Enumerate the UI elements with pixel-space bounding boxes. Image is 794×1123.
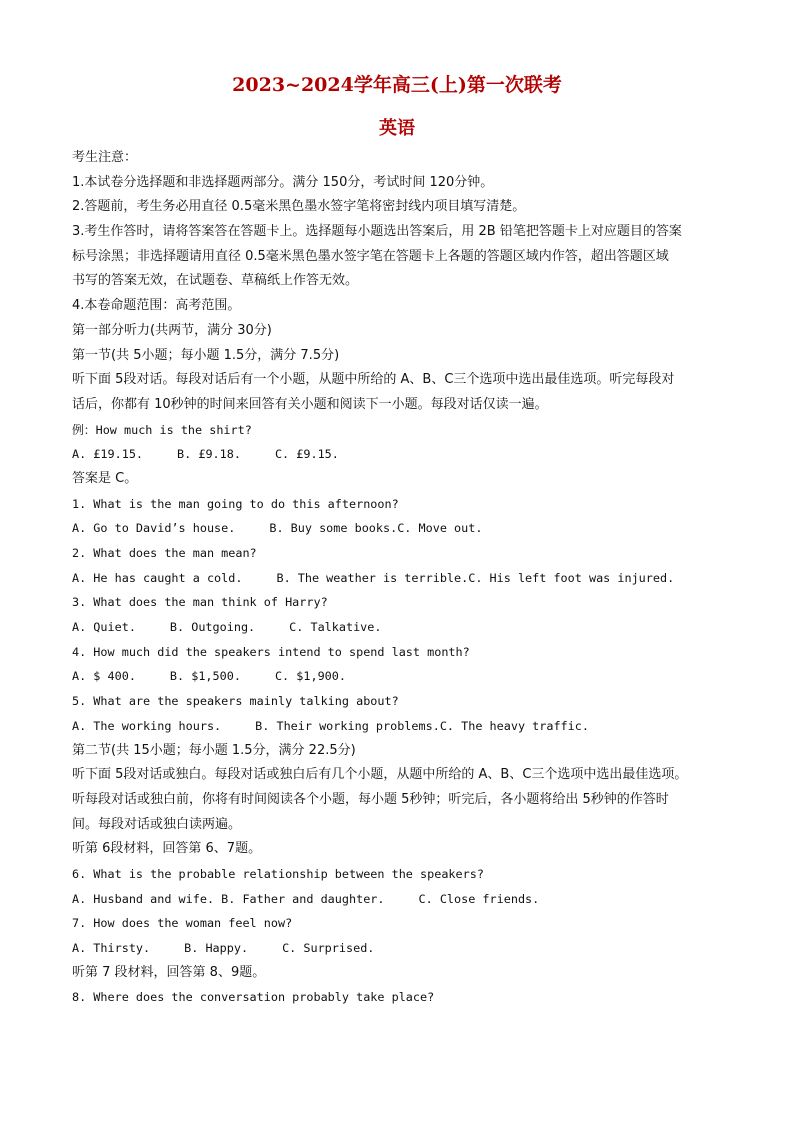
section2-heading: 第二节(共 15小题；每小题 1.5分，满分 22.5分): [72, 742, 356, 758]
question-options: [72, 615, 752, 640]
option: C. $1,900.: [274, 669, 346, 684]
notice-item: 2.答题前，考生务必用直径 0.5毫米黑色墨水签字笔将密封线内项目填写清楚。: [72, 199, 526, 215]
option: A. Thirsty.: [72, 941, 151, 955]
notice-item: 标号涂黑；非选择题请用直径 0.5毫米黑色墨水签字笔在答题卡上各题的答题区域内作答，超出答题区域: [72, 248, 669, 264]
question-options: [72, 516, 752, 541]
question: 8. Where does the conversation probably take place?: [72, 990, 435, 1005]
question: 5. What are the speakers mainly talking about?: [72, 694, 399, 709]
option: A. He has caught a cold.: [72, 570, 243, 585]
section1-instructions: 话后，你都有 10秒钟的时间来回答有关小题和阅读下一小题。每段对话仅读一遍。: [72, 396, 548, 412]
material-heading: 听第 6段材料，回答第 6、7题。: [72, 841, 262, 857]
option: A. £19.15.: [72, 447, 144, 462]
question: 4. How much did the speakers intend to spend last month?: [72, 644, 470, 659]
notice-item: 4.本卷命题范围：高考范围。: [72, 298, 241, 314]
example-options: [72, 442, 752, 467]
material-heading: 听第 7 段材料，回答第 8、9题。: [72, 964, 266, 980]
option: B. Happy.: [184, 941, 249, 955]
question: 1. What is the man going to do this afternoon?: [72, 496, 399, 511]
question-options: [72, 936, 752, 961]
option: B. Buy some books.C. Move out.: [269, 521, 483, 536]
notice-item: 3.考生作答时，请将答案答在答题卡上。选择题每小题选出答案后，用 2B 铅笔把答题卡上对应题目的答案: [72, 224, 682, 240]
part1-heading: 第一部分听力(共两节，满分 30分): [72, 322, 272, 338]
section2-instructions: 间。每段对话或独白读两遍。: [72, 816, 242, 832]
example-answer: 答案是 C。: [72, 470, 138, 486]
option: C. £9.15.: [274, 447, 339, 462]
exam-subject: 英语: [379, 118, 415, 139]
section2-instructions: 听每段对话或独白前，你将有时间阅读各个小题，每小题 5秒钟；听完后，各小题将给出 5秒钟的作答时: [72, 791, 669, 807]
example-question: 例：How much is the shirt?: [72, 422, 252, 437]
question: 3. What does the man think of Harry?: [72, 595, 328, 610]
question: 2. What does the man mean?: [72, 546, 257, 560]
notice-item: 书写的答案无效，在试题卷、草稿纸上作答无效。: [72, 273, 359, 289]
section1-instructions: 听下面 5段对话。每段对话后有一个小题，从题中所给的 A、B、C三个选项中选出最佳选项。听完每段对: [72, 372, 675, 388]
notice-item: 1.本试卷分选择题和非选择题两部分。满分 150分，考试时间 120分钟。: [72, 174, 494, 190]
question-options: [72, 714, 752, 739]
option: B. The weather is terrible.C. His left foot was injured.: [276, 570, 675, 585]
option: C. Close friends.: [418, 891, 540, 906]
option: A. The working hours.: [72, 718, 222, 733]
question-options: [72, 887, 752, 912]
question: 7. How does the woman feel now?: [72, 916, 293, 931]
question-options: [72, 664, 752, 689]
question-options: [72, 566, 752, 591]
question: 6. What is the probable relationship between the speakers?: [72, 866, 484, 881]
option: B. £9.18.: [177, 447, 241, 462]
option: B. $1,500.: [169, 669, 241, 684]
exam-title: 2023~2024学年高三(上)第一次联考: [232, 74, 562, 96]
section1-heading: 第一节(共 5小题；每小题 1.5分，满分 7.5分): [72, 347, 340, 363]
option: A. Quiet.: [72, 620, 136, 635]
option: A. $ 400.: [72, 669, 136, 684]
section2-instructions: 听下面 5段对话或独白。每段对话或独白后有几个小题，从题中所给的 A、B、C三个选项中选出最佳选项。: [72, 767, 688, 783]
notice-heading: 考生注意：: [72, 150, 138, 165]
option: B. Their working problems.C. The heavy traffic.: [255, 718, 589, 733]
exam-content: [72, 146, 752, 1010]
option: B. Outgoing.: [169, 620, 256, 635]
option: C. Surprised.: [282, 941, 375, 955]
option: A. Go to David’s house.: [72, 521, 236, 536]
option: A. Husband and wife. B. Father and daughter.: [72, 891, 385, 906]
option: C. Talkative.: [289, 620, 382, 635]
